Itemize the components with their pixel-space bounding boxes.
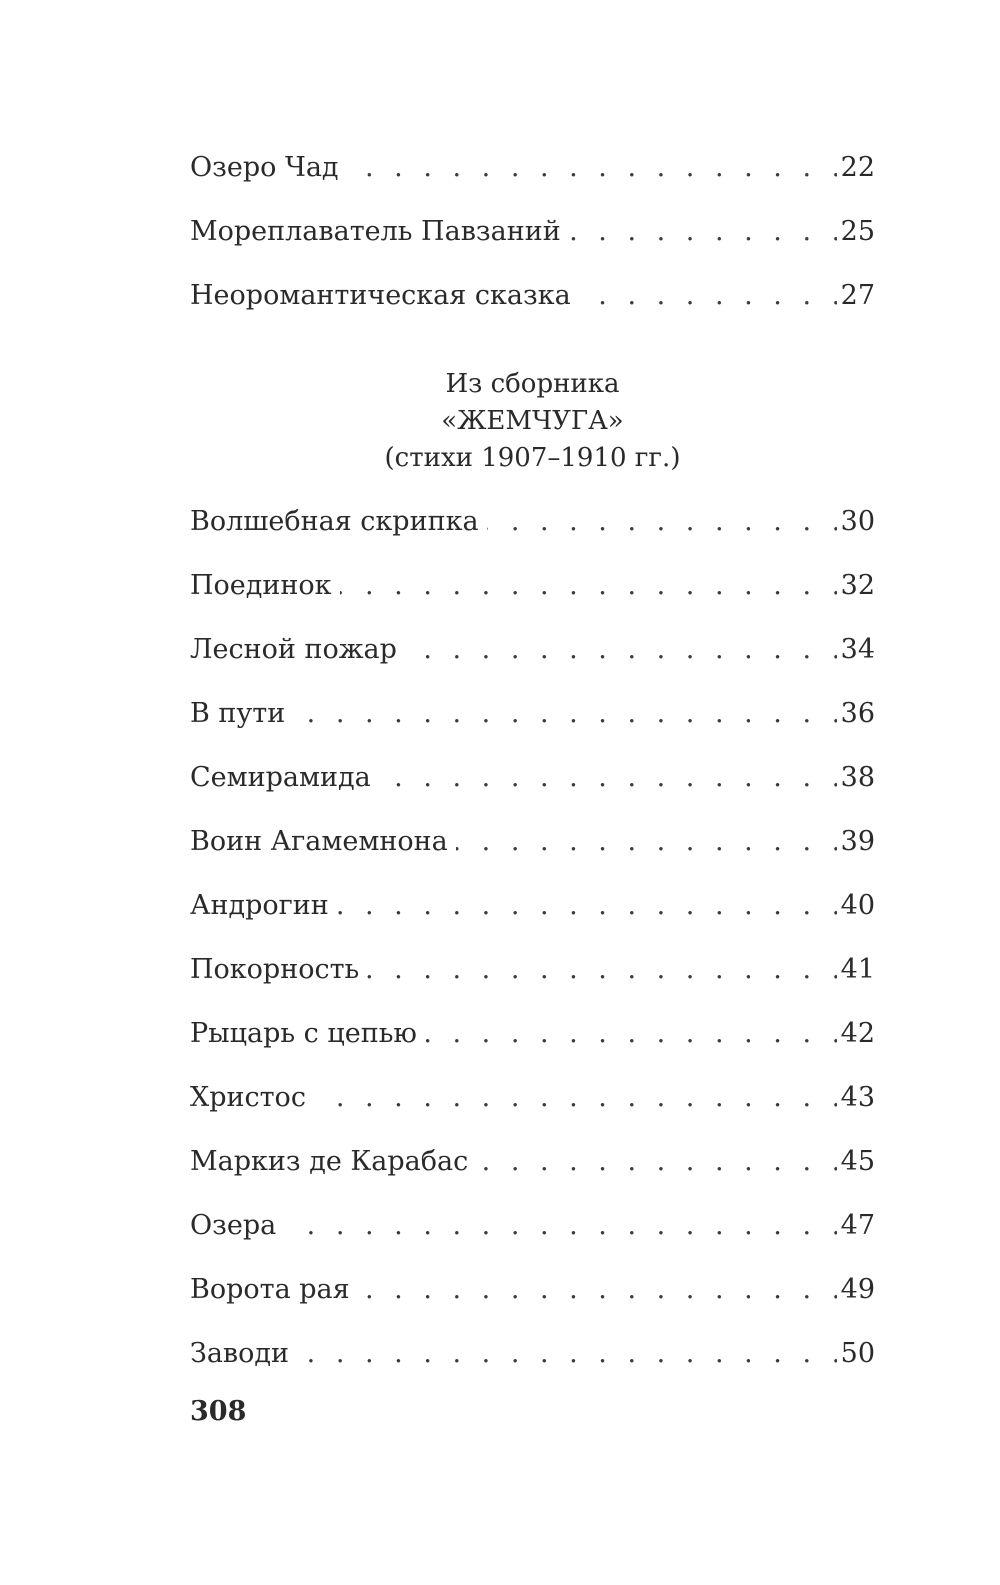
toc-entry-title: Поединок: [190, 570, 340, 601]
toc-entry-title: Лесной пожар: [190, 634, 405, 665]
dot-leader: [190, 1198, 875, 1254]
toc-entry-page: 34: [837, 622, 875, 678]
toc-entry: [190, 878, 875, 942]
toc-entry-title: Маркиз де Карабас: [190, 1146, 476, 1177]
toc-entry-title: Неоромантическая сказка: [190, 280, 579, 311]
toc-entry-page: 40: [837, 878, 875, 934]
toc-entry-page: 50: [837, 1326, 875, 1382]
toc-entry-page: 43: [837, 1070, 875, 1126]
toc-entry-page: 38: [837, 750, 875, 806]
toc-entry-title: Рыцарь с цепью: [190, 1018, 425, 1049]
toc-entry-title: Семирамида: [190, 762, 379, 793]
section-heading-line-1: Из сборника: [445, 369, 620, 399]
toc-entry-title: Андрогин: [190, 890, 337, 921]
toc-entry-page: 30: [837, 494, 875, 550]
toc-entry-page: 47: [837, 1198, 875, 1254]
toc-entry-page: 36: [837, 686, 875, 742]
toc-entry-title: Волшебная скрипка: [190, 506, 487, 537]
toc-entry-title: В пути: [190, 698, 293, 729]
toc-entry: [190, 204, 875, 268]
toc-entry: [190, 1070, 875, 1134]
toc-entry-page: 25: [837, 204, 875, 260]
toc-entry-title: Мореплаватель Павзаний: [190, 216, 569, 247]
toc-entry: [190, 558, 875, 622]
toc-entry-page: 41: [837, 942, 875, 998]
toc-entry: [190, 1006, 875, 1070]
toc-entry-title: Озеро Чад: [190, 152, 347, 183]
toc-entry: [190, 942, 875, 1006]
toc-entry: [190, 814, 875, 878]
toc-entry-title: Христос: [190, 1082, 314, 1113]
toc-entry: [190, 1198, 875, 1262]
toc-entry: [190, 140, 875, 204]
toc-entry-title: Ворота рая: [190, 1274, 358, 1305]
toc-entry-title: Покорность: [190, 954, 367, 985]
toc-list-2: [190, 494, 875, 1390]
toc-entry: [190, 268, 875, 332]
toc-entry-page: 42: [837, 1006, 875, 1062]
toc-list-1: [190, 140, 875, 332]
toc-entry: [190, 1262, 875, 1326]
toc-entry-title: Воин Агамемнона: [190, 826, 456, 857]
toc-entry-page: 32: [837, 558, 875, 614]
toc-entry: [190, 686, 875, 750]
toc-entry: [190, 1326, 875, 1390]
section-heading: [190, 366, 875, 477]
toc-entry-page: 45: [837, 1134, 875, 1190]
toc-entry-title: Озера: [190, 1210, 284, 1241]
toc-entry: [190, 494, 875, 558]
toc-entry-page: 27: [837, 268, 875, 324]
toc-entry-title: Заводи: [190, 1338, 297, 1369]
section-heading-years: (стихи 1907–1910 гг.): [384, 443, 681, 473]
toc-entry-page: 49: [837, 1262, 875, 1318]
toc-entry-page: 22: [837, 140, 875, 196]
toc-entry-page: 39: [837, 814, 875, 870]
toc-entry: [190, 622, 875, 686]
section-heading-collection-title: «ЖЕМЧУГА»: [441, 406, 624, 436]
page-number: 308: [190, 1396, 247, 1427]
toc-entry: [190, 1134, 875, 1198]
toc-entry: [190, 750, 875, 814]
